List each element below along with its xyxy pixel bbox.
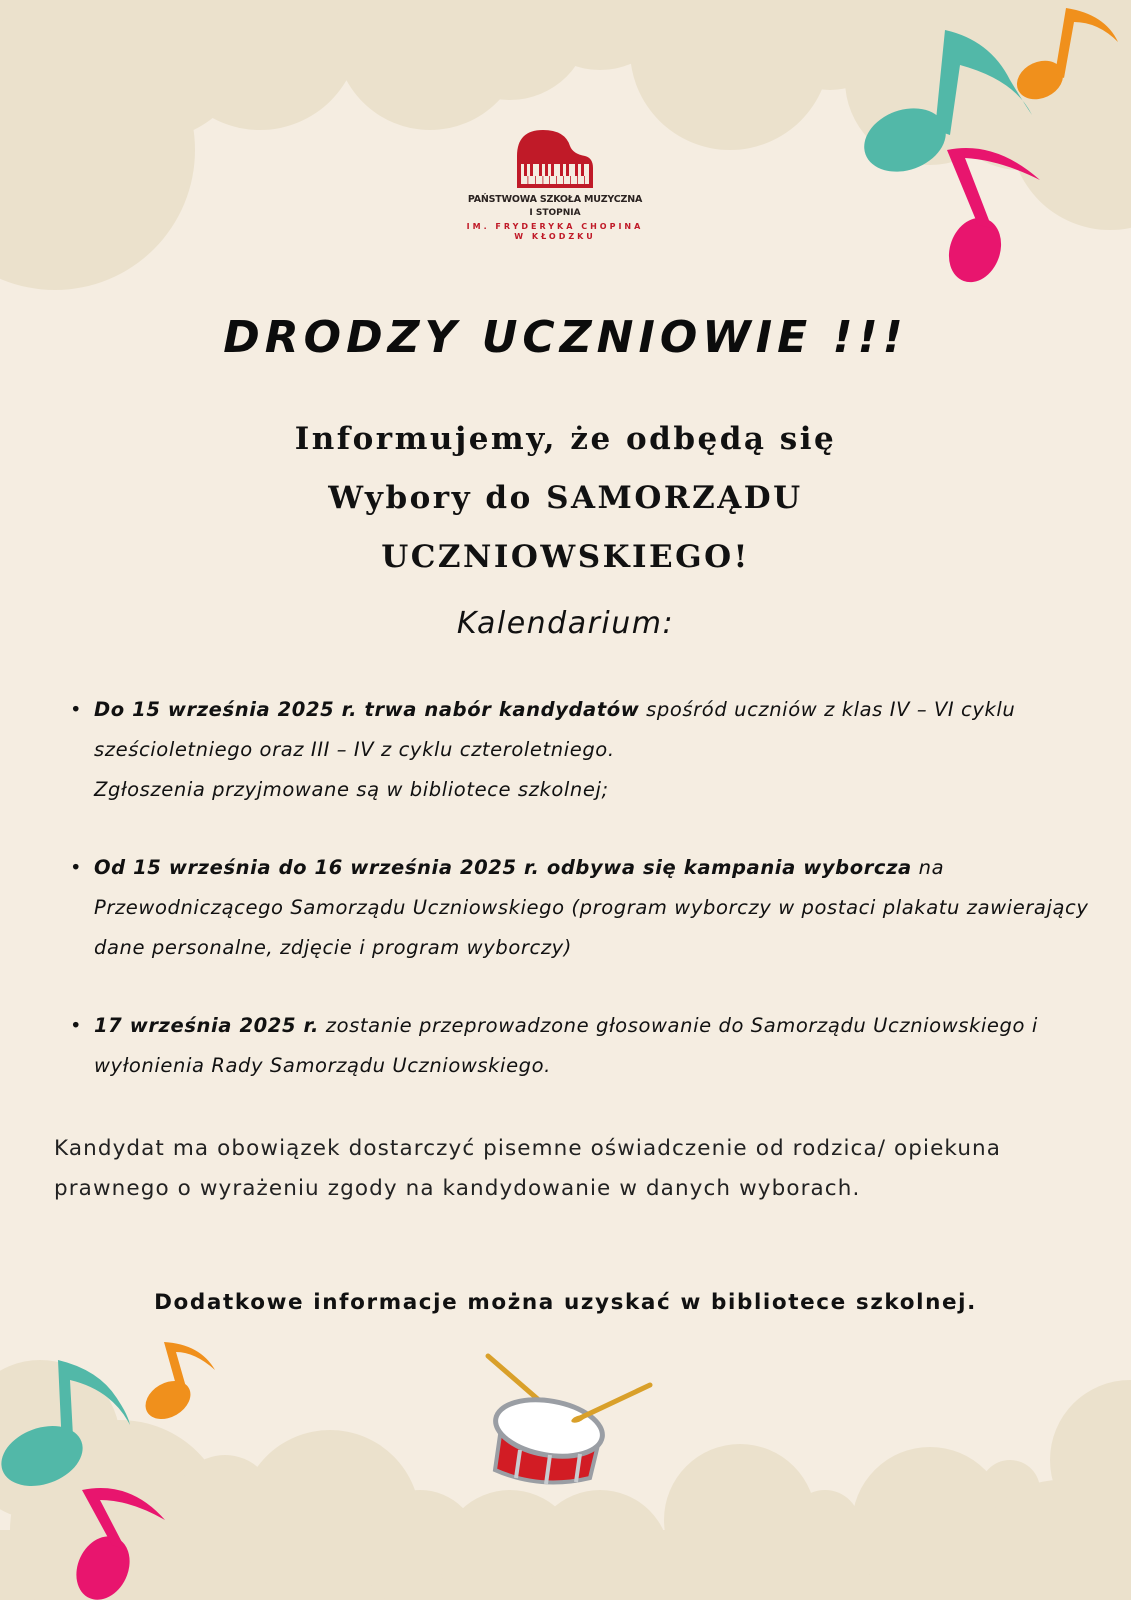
schedule-item-text: na Przewodniczącego Samorządu Uczniowskiego (program wyborczy w postaci plakatu zawierający dane personalne, zdjęcie i program wyborczy) — [94, 856, 1089, 959]
music-note-orange-icon — [1011, 8, 1118, 106]
extra-info: Dodatkowe informacje można uzyskać w bibliotece szkolnej. — [154, 1290, 977, 1315]
schedule-item — [70, 690, 1110, 810]
music-notes-bottom-left — [0, 1330, 230, 1600]
schedule-item-date: Od 15 września do 16 września 2025 r. odbywa się kampania wyborcza — [94, 856, 912, 879]
announcement-line-1: Informujemy, że odbędą się — [294, 421, 837, 457]
schedule-item-text: zostanie przeprowadzone głosowanie do Samorządu Uczniowskiego i wyłonienia Rady Samorządu Uczniowskiego. — [94, 1014, 1038, 1077]
schedule-item — [70, 848, 1110, 968]
announcement — [0, 410, 1131, 587]
logo-school-name: PAŃSTWOWA SZKOŁA MUZYCZNA — [467, 194, 643, 205]
schedule-list — [70, 690, 1110, 1124]
drum-icon — [480, 1350, 660, 1490]
logo-patron: IM. FRYDERYKA CHOPINA — [466, 222, 644, 231]
music-note-teal-icon — [0, 1360, 130, 1497]
schedule-item-text-2: Zgłoszenia przyjmowane są w bibliotece szkolnej; — [94, 778, 609, 801]
drum-body — [491, 1392, 607, 1484]
logo-city: W KŁODZKU — [514, 232, 596, 241]
bullet-icon: • — [70, 856, 83, 879]
bullet-icon: • — [70, 1014, 83, 1037]
logo-school-level: I STOPNIA — [529, 208, 581, 218]
music-note-pink-icon — [940, 148, 1040, 290]
consent-notice: Kandydat ma obowiązek dostarczyć pisemne oświadczenie od rodzica/ opiekuna prawnego o wyrażeniu zgody na kandydowanie w danych wyborach. — [54, 1136, 1002, 1201]
page-headline: DRODZY UCZNIOWIE !!! — [223, 312, 908, 363]
schedule-item-date: Do 15 września 2025 r. trwa nabór kandydatów — [94, 698, 640, 721]
announcement-line-2: Wybory do SAMORZĄDU — [328, 480, 803, 516]
schedule-item-text: spośród uczniów z klas IV – VI cyklu sześcioletniego oraz III – IV z cyklu czteroletniego. — [94, 698, 1016, 761]
bullet-icon: • — [70, 698, 83, 721]
schedule-item-date: 17 września 2025 r. — [94, 1014, 319, 1037]
announcement-line-3: UCZNIOWSKIEGO! — [381, 539, 750, 575]
school-logo — [455, 128, 655, 241]
schedule-item — [70, 1006, 1110, 1086]
music-note-orange-icon — [139, 1342, 215, 1427]
grand-piano-icon — [515, 128, 595, 190]
drumstick-right — [570, 1385, 650, 1424]
music-note-pink-icon — [66, 1488, 165, 1600]
calendar-title: Kalendarium: — [456, 606, 675, 641]
music-notes-top-right — [850, 0, 1131, 290]
